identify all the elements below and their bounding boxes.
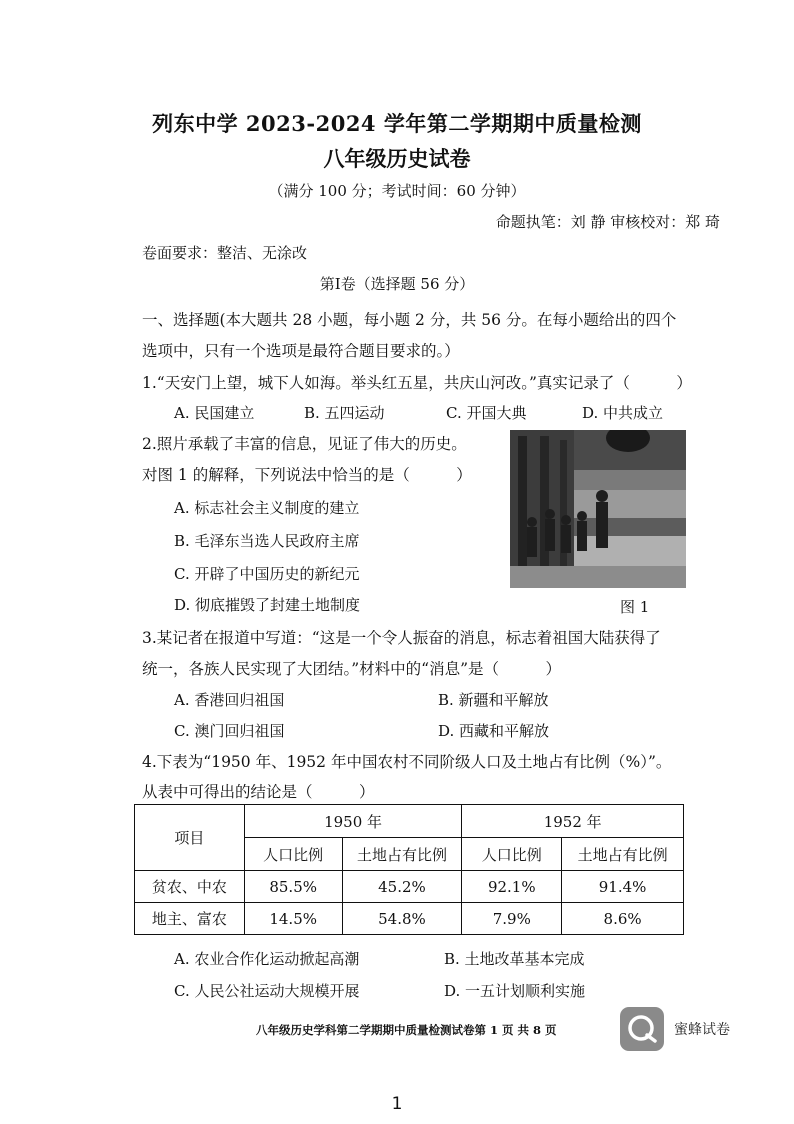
page-number: 1 — [391, 1094, 403, 1114]
question-4-stem: 4.下表为“1950 年、1952 年中国农村不同阶级人口及土地占有比例（%）”。 — [142, 753, 672, 771]
question-3-option-a: A. 香港回归祖国 — [174, 691, 285, 709]
question-2-option-c: C. 开辟了中国历史的新纪元 — [174, 565, 360, 583]
exam-title: 列东中学 2023-2024 学年第二学期期中质量检测 — [152, 111, 642, 136]
table-year-1952: 1952 年 — [462, 805, 684, 838]
table-subheader: 土地占有比例 — [342, 838, 462, 871]
question-4-option-d: D. 一五计划顺利实施 — [444, 982, 586, 1000]
question-4-option-b: B. 土地改革基本完成 — [444, 950, 585, 968]
table-cell: 45.2% — [342, 871, 462, 903]
question-1-option-d: D. 中共成立 — [582, 404, 664, 422]
table-subheader: 土地占有比例 — [562, 838, 684, 871]
page-requirement: 卷面要求：整洁、无涂改 — [142, 244, 308, 262]
figure-1-photo — [510, 430, 686, 588]
exam-info: （满分 100 分；考试时间：60 分钟） — [268, 182, 526, 200]
question-1-option-a: A. 民国建立 — [174, 404, 255, 422]
table-row-label: 贫农、中农 — [135, 871, 245, 903]
watermark-logo-icon — [620, 1007, 664, 1051]
question-2-option-b: B. 毛泽东当选人民政府主席 — [174, 532, 360, 550]
table-row-label: 地主、富农 — [135, 903, 245, 935]
question-2-option-a: A. 标志社会主义制度的建立 — [174, 499, 360, 517]
exam-subtitle: 八年级历史试卷 — [323, 146, 471, 171]
question-1-option-b: B. 五四运动 — [304, 404, 385, 422]
page-footer: 八年级历史学科第二学期期中质量检测试卷第 1 页 共 8 页 — [256, 1023, 557, 1037]
question-3-option-b: B. 新疆和平解放 — [438, 691, 549, 709]
table-year-1950: 1950 年 — [244, 805, 462, 838]
question-3-option-d: D. 西藏和平解放 — [438, 722, 550, 740]
question-2-stem: 2.照片承载了丰富的信息，见证了伟大的历史。 — [142, 435, 467, 453]
question-3-stem-cont: 统一，各族人民实现了大团结。”材料中的“消息”是（ ） — [142, 660, 562, 678]
table-row — [135, 871, 684, 903]
table-row — [135, 903, 684, 935]
question-3-stem: 3.某记者在报道中写道：“这是一个令人振奋的消息，标志着祖国大陆获得了 — [142, 629, 661, 647]
table-cell: 7.9% — [462, 903, 562, 935]
table-subheader: 人口比例 — [244, 838, 342, 871]
class-land-table — [134, 804, 684, 935]
table-cell: 14.5% — [244, 903, 342, 935]
section-instruction-cont: 选项中，只有一个选项是最符合题目要求的。） — [142, 342, 460, 360]
table-cell: 8.6% — [562, 903, 684, 935]
table-cell: 54.8% — [342, 903, 462, 935]
question-1-stem: 1.“天安门上望，城下人如海。举头红五星，共庆山河改。”真实记录了（ ） — [142, 374, 692, 392]
question-3-option-c: C. 澳门回归祖国 — [174, 722, 285, 740]
question-4-option-a: A. 农业合作化运动掀起高潮 — [174, 950, 360, 968]
watermark-text: 蜜蜂试卷 — [674, 1022, 730, 1038]
question-4-stem-cont: 从表中可得出的结论是（ ） — [142, 783, 375, 801]
question-1-option-c: C. 开国大典 — [446, 404, 527, 422]
question-4-option-c: C. 人民公社运动大规模开展 — [174, 982, 360, 1000]
table-cell: 85.5% — [244, 871, 342, 903]
section-instruction: 一、选择题(本大题共 28 小题，每小题 2 分，共 56 分。在每小题给出的四个 — [142, 311, 677, 329]
table-cell: 92.1% — [462, 871, 562, 903]
figure-1-caption: 图 1 — [620, 598, 650, 616]
exam-authors: 命题执笔：刘 静 审核校对：郑 琦 — [495, 213, 720, 231]
table-cell: 91.4% — [562, 871, 684, 903]
table-corner-header: 项目 — [135, 805, 245, 871]
table-subheader: 人口比例 — [462, 838, 562, 871]
question-2-option-d: D. 彻底摧毁了封建土地制度 — [174, 596, 361, 614]
question-2-stem-cont: 对图 1 的解释，下列说法中恰当的是（ ） — [142, 466, 472, 484]
part1-heading: 第Ⅰ卷（选择题 56 分） — [319, 275, 475, 293]
